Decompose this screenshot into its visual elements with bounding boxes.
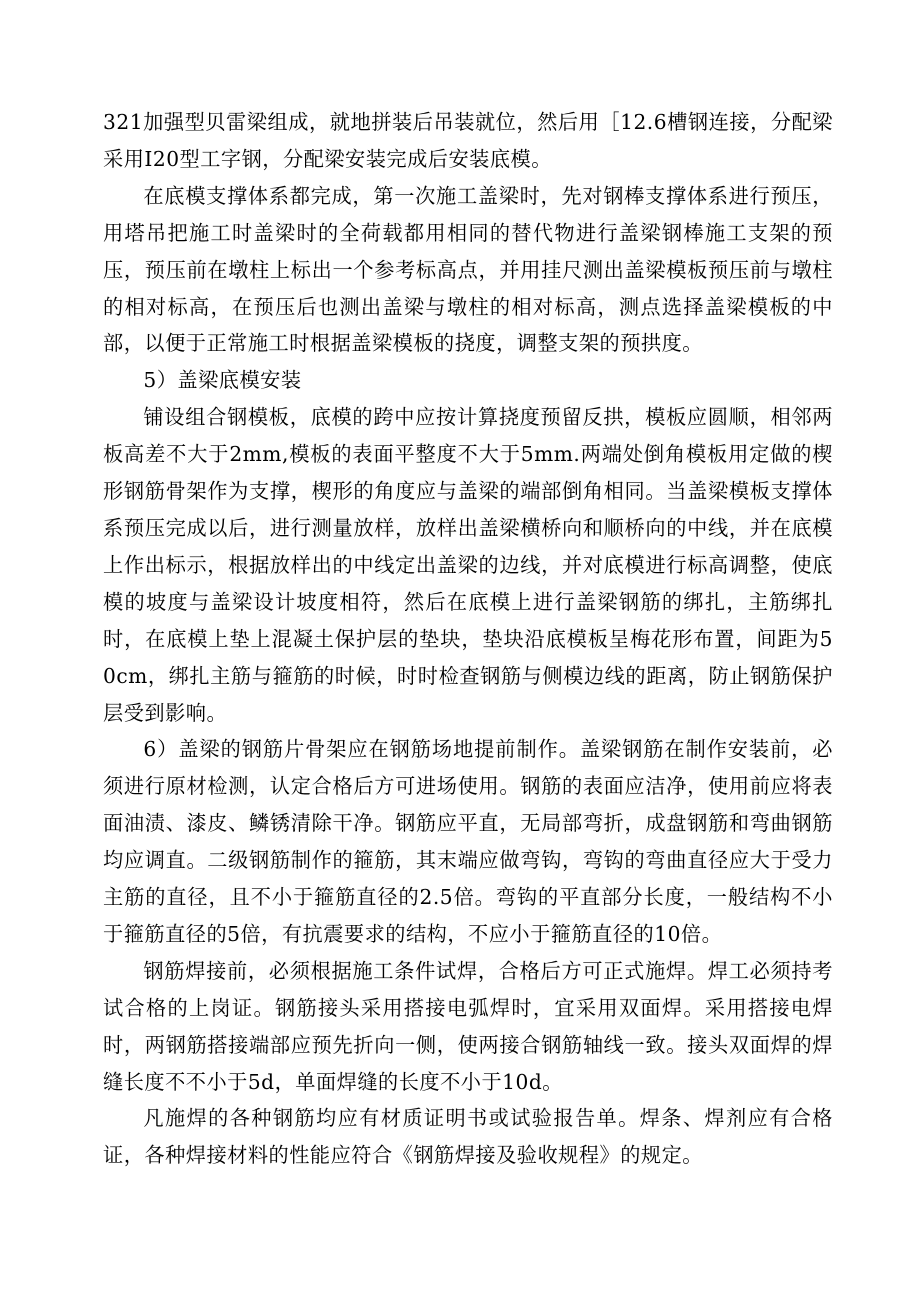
document-page — [103, 104, 833, 1174]
paragraph-2: 在底模支撑体系都完成，第一次施工盖梁时，先对钢棒支撑体系进行预压，用塔吊把施工时盖梁时的全荷载都用相同的替代物进行盖梁钢棒施工支架的预压，预压前在墩柱上标出一个参考标高点，并用挂尺测出盖梁模板预压前与墩柱的相对标高，在预压后也测出盖梁与墩柱的相对标高，测点选择盖梁模板的中部，以便于正常施工时根据盖梁模板的挠度，调整支架的预拱度。 — [103, 183, 833, 356]
paragraph-6: 钢筋焊接前，必须根据施工条件试焊，合格后方可正式施焊。焊工必须持考试合格的上岗证。钢筋接头采用搭接电弧焊时，宜采用双面焊。采用搭接电焊时，两钢筋搭接端部应预先折向一侧，使两接合钢筋轴线一致。接头双面焊的焊缝长度不不小于5d，单面焊缝的长度不小于10d。 — [103, 958, 833, 1094]
paragraph-1: 321加强型贝雷梁组成，就地拼装后吊装就位，然后用［12.6槽钢连接，分配梁采用I20型工字钢，分配梁安装完成后安装底模。 — [103, 110, 833, 171]
section-heading-5: 5）盖梁底模安装 — [143, 368, 302, 393]
paragraph-5: 6）盖梁的钢筋片骨架应在钢筋场地提前制作。盖梁钢筋在制作安装前，必须进行原材检测，认定合格后方可进场使用。钢筋的表面应洁净，使用前应将表面油渍、漆皮、鳞锈清除干净。钢筋应平直，无局部弯折，成盘钢筋和弯曲钢筋均应调直。二级钢筋制作的箍筋，其末端应做弯钩，弯钩的弯曲直径应大于受力主筋的直径，且不小于箍筋直径的2.5倍。弯钩的平直部分长度，一般结构不小于箍筋直径的5倍，有抗震要求的结构，不应小于箍筋直径的10倍。 — [103, 737, 833, 946]
paragraph-7: 凡施焊的各种钢筋均应有材质证明书或试验报告单。焊条、焊剂应有合格证，各种焊接材料的性能应符合《钢筋焊接及验收规程》的规定。 — [103, 1106, 833, 1168]
paragraph-4: 铺设组合钢模板，底模的跨中应按计算挠度预留反拱，模板应圆顺，相邻两板高差不大于2mm,模板的表面平整度不大于5mm.两端处倒角模板用定做的楔形钢筋骨架作为支撑，楔形的角度应与盖梁的端部倒角相同。当盖梁模板支撑体系预压完成以后，进行测量放样，放样出盖梁横桥向和顺桥向的中线，并在底模上作出标示，根据放样出的中线定出盖梁的边线，并对底模进行标高调整，使底模的坡度与盖梁设计坡度相符，然后在底模上进行盖梁钢筋的绑扎，主筋绑扎时，在底模上垫上混凝土保护层的垫块，垫块沿底模板呈梅花形布置，间距为50cm，绑扎主筋与箍筋的时候，时时检查钢筋与侧模边线的距离，防止钢筋保护层受到影响。 — [103, 405, 833, 725]
